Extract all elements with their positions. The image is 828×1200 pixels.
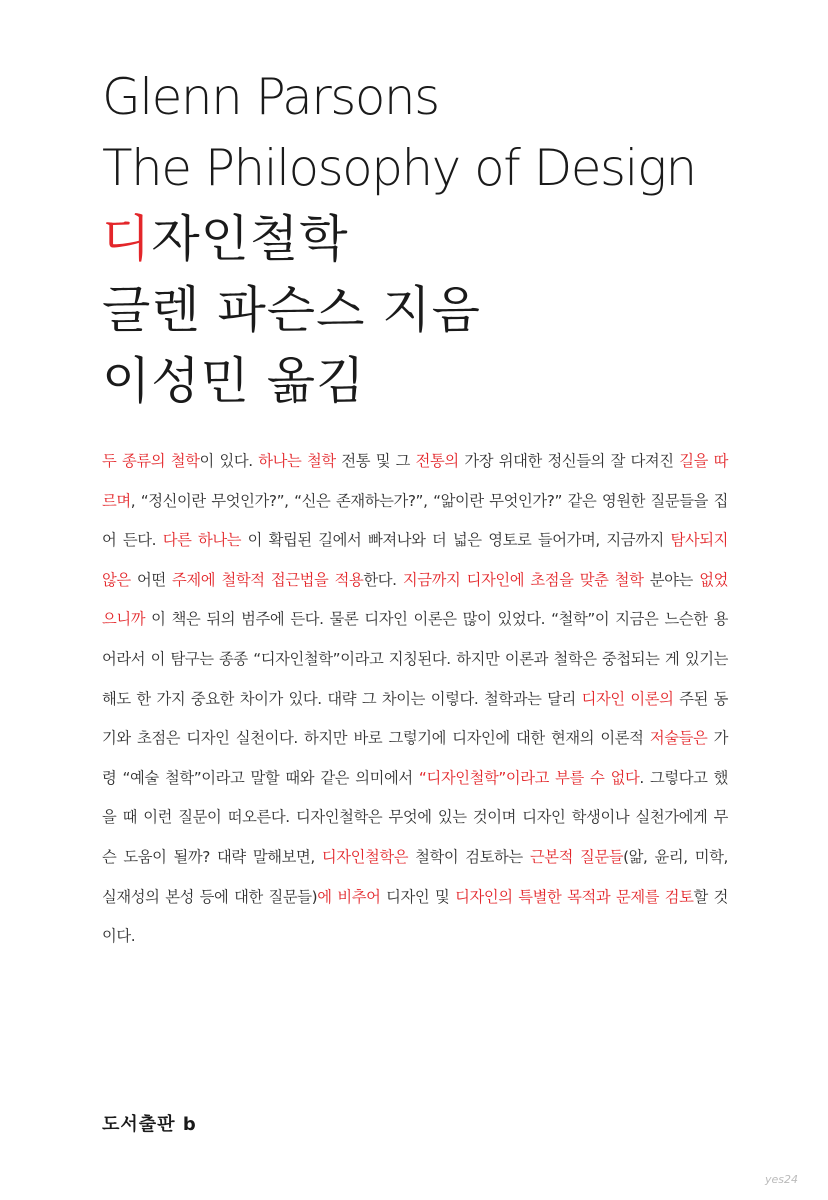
body-phrase: 주된 동기와 초점은 디자인 실천이다. 하지만 바로 그렇기에 디자인에 대한 현재의 이론적 bbox=[102, 689, 728, 748]
watermark: yes24 bbox=[764, 1173, 798, 1186]
body-phrase: 한다. bbox=[363, 570, 403, 589]
highlighted-phrase: 저술들은 bbox=[649, 729, 708, 748]
title-author-en: Glenn Parsons bbox=[102, 68, 439, 126]
body-phrase: 전통 및 그 bbox=[335, 452, 416, 470]
body-phrase: 이 확립된 길에서 빠져나와 더 넓은 영토로 들어가며, 지금까지 bbox=[241, 531, 671, 550]
highlighted-phrase: 디자인 이론의 bbox=[581, 689, 674, 708]
highlighted-phrase: 에 비추어 bbox=[317, 887, 381, 906]
highlighted-phrase: 전통의 bbox=[415, 452, 459, 470]
highlighted-phrase: 없었으니까 bbox=[102, 570, 728, 629]
body-phrase: 가장 위대한 정신들의 잘 다져진 bbox=[458, 452, 680, 470]
body-phrase: (앎, 윤리, 미학, 실재성의 본성 등에 대한 질문들) bbox=[102, 847, 728, 906]
body-phrase: 할 것이다. bbox=[102, 887, 728, 946]
highlighted-phrase: 디자인철학은 bbox=[321, 847, 409, 866]
body-phrase: 이 책은 뒤의 범주에 든다. 물론 디자인 이론은 많이 있었다. “철학”이 지금은 느슨한 용어라서 이 탐구는 종종 “디자인철학”이라고 지칭된다. 하지만 이론과 철학은 중첩되는 게 있기는 해도 한 가지 중요한 차이가 있다. 대략 그 차이는 이렇다. 철학과는 달리 bbox=[102, 610, 728, 708]
body-phrase: 어떤 bbox=[130, 570, 173, 589]
title-book-en: The Philosophy of Design bbox=[102, 139, 696, 197]
highlighted-phrase: 디자인의 특별한 목적과 문제를 검토 bbox=[455, 887, 694, 906]
title-ko-rest: 자인철학 bbox=[151, 210, 349, 268]
body-phrase: , “정신이란 무엇인가?”, “신은 존재하는가?”, “앎이란 무엇인가?” 같은 영원한 질문들을 집어 든다. bbox=[102, 491, 728, 550]
cover-titles bbox=[102, 62, 696, 417]
blurb-paragraph bbox=[102, 442, 728, 957]
highlighted-phrase: 주제에 철학적 접근법을 적용 bbox=[172, 570, 364, 589]
publisher-name: 도서출판 b bbox=[102, 1114, 197, 1135]
highlighted-phrase: 근본적 질문들 bbox=[529, 847, 624, 866]
body-phrase: . 그렇다고 했을 때 이런 질문이 떠오른다. 디자인철학은 무엇에 있는 것이며 디자인 학생이나 실천가에게 무슨 도움이 될까? 대략 말해보면, bbox=[102, 768, 728, 866]
body-phrase: 가령 “예술 철학”이라고 말할 때와 같은 의미에서 bbox=[102, 729, 728, 787]
highlighted-phrase: 지금까지 디자인에 초점을 맞춘 철학 bbox=[402, 570, 644, 589]
highlighted-phrase: 길을 따르며 bbox=[102, 452, 729, 510]
highlighted-phrase: 다른 하나는 bbox=[162, 531, 242, 550]
body-phrase: 분야는 bbox=[643, 570, 700, 589]
highlighted-phrase: 탐사되지 않은 bbox=[102, 531, 728, 589]
highlighted-phrase: 하나는 철학 bbox=[258, 452, 336, 470]
title-book-ko bbox=[102, 204, 696, 275]
body-phrase: 디자인 및 bbox=[380, 887, 456, 906]
author-ko: 글렌 파슨스 지음 bbox=[102, 281, 481, 339]
body-phrase: 이 있다. bbox=[199, 452, 259, 470]
highlighted-phrase: “디자인철학”이라고 부를 수 없다 bbox=[418, 768, 640, 787]
body-phrase: 철학이 검토하는 bbox=[408, 847, 530, 866]
title-accent-letter: 디 bbox=[102, 210, 152, 268]
translator-ko: 이성민 옮김 bbox=[102, 352, 366, 410]
highlighted-phrase: 두 종류의 철학 bbox=[102, 452, 200, 470]
